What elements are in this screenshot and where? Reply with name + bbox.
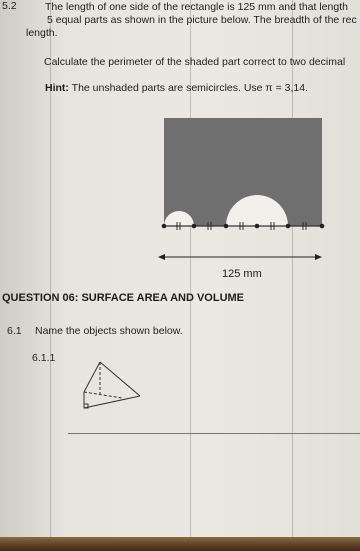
arrow-head-right-icon [315,254,322,260]
question-text-line: The length of one side of the rectangle is 125 mm and that length [45,1,348,13]
sub-question-number: 6.1.1 [32,352,56,364]
hint-label: Hint: [45,82,69,94]
question-number: 6.1 [7,325,22,337]
dimension-label: 125 mm [222,268,262,280]
hint-line [45,82,308,94]
question-number: 5.2 [2,0,17,12]
hint-text: The unshaded parts are semicircles. Use π = 3,14. [71,82,308,94]
divider-line [68,433,360,434]
question-text-line: 5 equal parts as shown in the picture below. The breadth of the rec [47,14,357,26]
question-text: Name the objects shown below. [35,325,183,337]
instruction-text: Calculate the perimeter of the shaded part correct to two decimal [44,56,346,68]
triangular-prism-figure [78,360,148,416]
arrow-head-left-icon [158,254,165,260]
section-heading: QUESTION 06: SURFACE AREA AND VOLUME [2,292,245,304]
question-text-line: length. [26,27,58,39]
rectangle-semicircle-diagram [150,112,330,282]
desk-surface [0,537,360,551]
